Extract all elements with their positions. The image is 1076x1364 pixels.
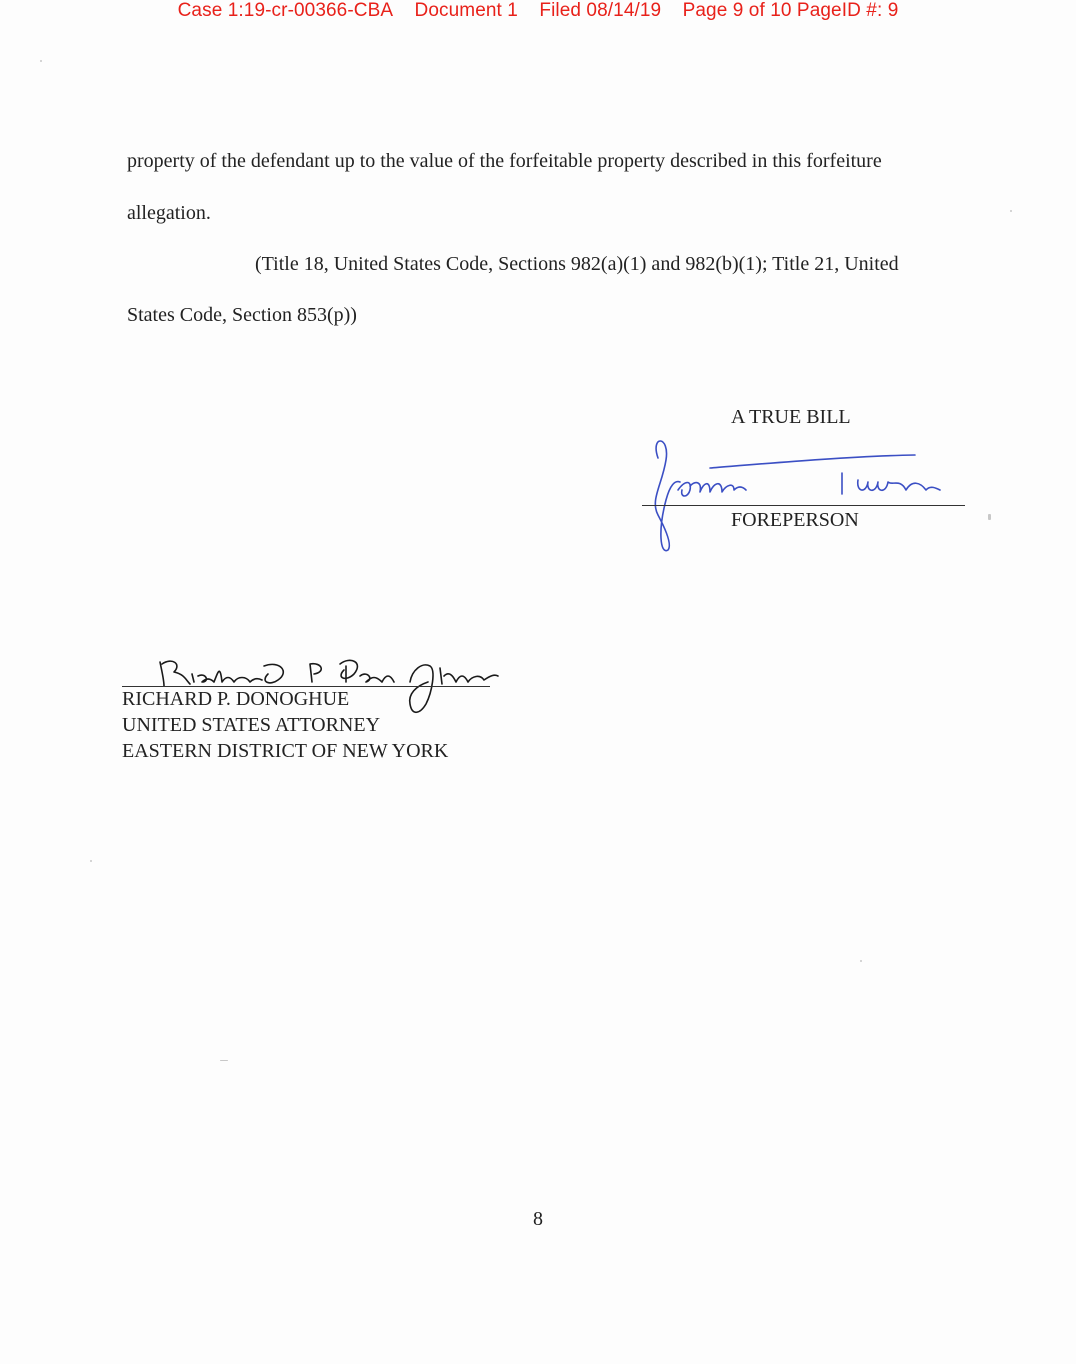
scan-speck: [860, 960, 862, 962]
header-filed-date: Filed 08/14/19: [539, 0, 662, 21]
scan-speck: [220, 1060, 228, 1061]
attorney-title: UNITED STATES ATTORNEY: [122, 714, 381, 736]
filing-header-stamp: [0, 0, 1076, 22]
attorney-name: RICHARD P. DONOGHUE: [122, 688, 350, 710]
scan-speck: [1010, 210, 1012, 212]
page-number: 8: [533, 1208, 543, 1230]
foreperson-signature-line: [642, 505, 965, 506]
citation-text-line: States Code, Section 853(p)): [127, 304, 357, 326]
scan-speck: [90, 860, 92, 862]
citation-text-line: (Title 18, United States Code, Sections 982(a)(1) and 982(b)(1); Title 21, United: [255, 253, 899, 275]
scan-speck: [40, 60, 42, 62]
body-text-line: property of the defendant up to the value of the forfeitable property described in this forfeiture: [127, 150, 882, 172]
header-page-id: Page 9 of 10 PageID #: 9: [682, 0, 899, 21]
header-case-number: Case 1:19-cr-00366-CBA: [177, 0, 394, 21]
scan-speck: [988, 514, 991, 520]
foreperson-label: FOREPERSON: [731, 509, 859, 531]
attorney-district: EASTERN DISTRICT OF NEW YORK: [122, 740, 449, 762]
header-document-number: Document 1: [414, 0, 518, 21]
attorney-signature-line: [122, 686, 490, 687]
foreperson-signature: [630, 430, 970, 555]
true-bill-heading: A TRUE BILL: [731, 406, 851, 428]
body-text-line: allegation.: [127, 202, 211, 224]
